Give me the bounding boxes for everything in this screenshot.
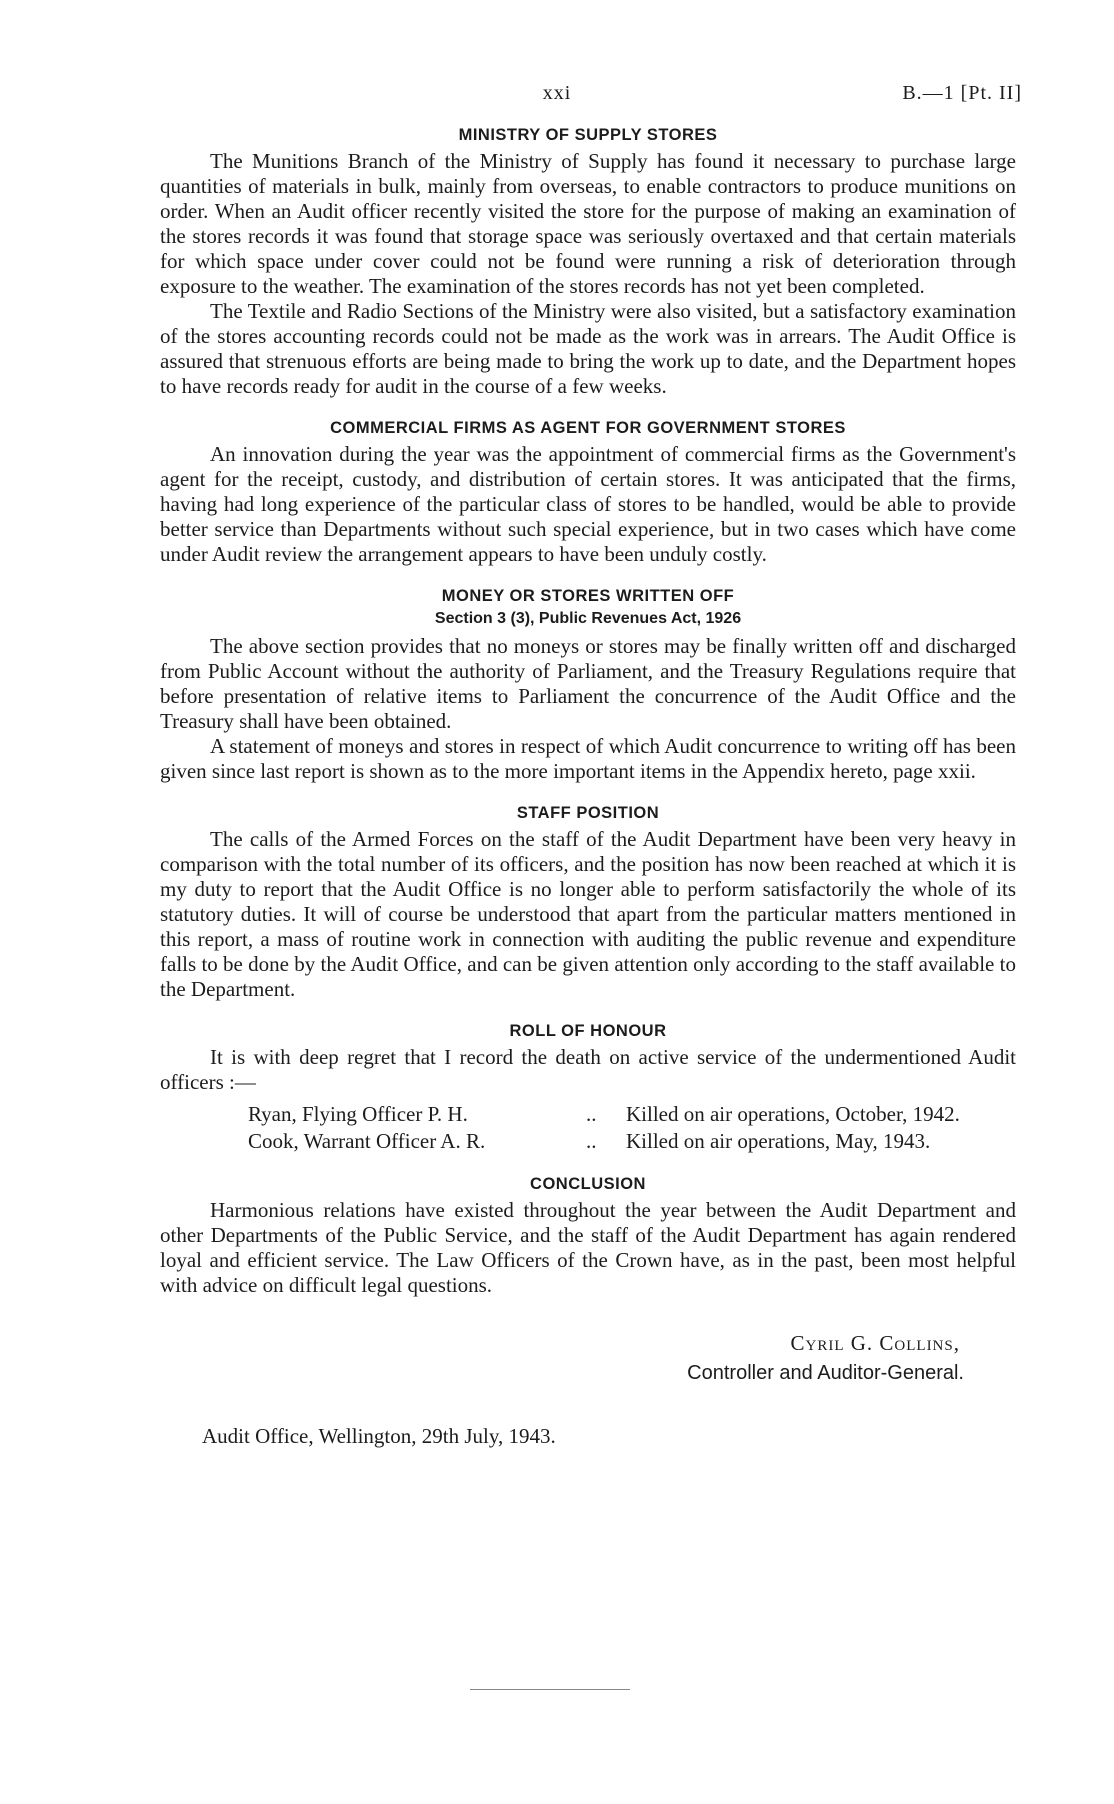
roll-of-honour-list (248, 1101, 1016, 1155)
paragraph: The calls of the Armed Forces on the staff of the Audit Department have been very heavy in comparison with the total number of its officers, and the position has now been reached at which it is my duty to report that the Audit Office is no longer able to perform satisfactorily the whole of its statutory duties. It will of course be understood that apart from the particular matters mentioned in this report, a mass of routine work in connection with auditing the public revenue and expenditure falls to be done by the Audit Office, and can be given attention only according to the staff available to the Department. (160, 827, 1016, 1001)
paragraph: Harmonious relations have existed throughout the year between the Audit Department and other Departments of the Public Service, and the staff of the Audit Department has again rendered loyal and efficient service. The Law Officers of the Crown have, as in the past, been most helpful with advice on difficult legal questions. (160, 1198, 1016, 1297)
leader-dots: .. (586, 1102, 597, 1126)
paragraph: The Textile and Radio Sections of the Ministry were also visited, but a satisfactory examination of the stores accounting records could not be made as the work was in arrears. The Audit Office is assured that strenuous efforts are being made to bring the work up to date, and the Department hopes to have records ready for audit in the course of a few weeks. (160, 299, 1016, 398)
paragraph: It is with deep regret that I record the death on active service of the undermentioned Audit officers :— (160, 1045, 1016, 1094)
leader-dots: .. (586, 1129, 597, 1153)
list-item (248, 1101, 1016, 1128)
document-reference: B.—1 [Pt. II] (902, 82, 1022, 104)
page-number: xxi (542, 82, 572, 104)
section-heading: ROLL OF HONOUR (509, 1022, 667, 1040)
section-heading: MONEY OR STORES WRITTEN OFF (441, 587, 735, 605)
paragraph: The above section provides that no moneys or stores may be finally written off and discharged from Public Account without the authority of Parliament, and the Treasury Regulations require that before presentation of relative items to Parliament the concurrence of the Audit Office and the Treasury shall have been obtained. (160, 634, 1016, 733)
section-heading: CONCLUSION (530, 1175, 646, 1193)
signatory-title: Controller and Auditor-General. (687, 1362, 964, 1384)
section-heading: STAFF POSITION (516, 804, 660, 822)
signatory-name: Cyril G. Collins, (790, 1331, 960, 1355)
divider (470, 1689, 630, 1690)
section-conclusion (160, 1175, 1016, 1298)
section-roll-of-honour (160, 1022, 1016, 1155)
officer-name: Ryan, Flying Officer P. H. (248, 1102, 468, 1126)
officer-detail: Killed on air operations, May, 1943. (626, 1129, 931, 1153)
section-heading: MINISTRY OF SUPPLY STORES (458, 126, 718, 144)
place-and-date: Audit Office, Wellington, 29th July, 1943. (202, 1424, 556, 1448)
paragraph: An innovation during the year was the appointment of commercial firms as the Government's agent for the receipt, custody, and distribution of certain stores. It was anticipated that the firms, having had long experience of the particular class of stores to be handled, would be able to provide better service than Departments without such special experience, but in two cases which have come under Audit review the arrangement appears to have been unduly costly. (160, 442, 1016, 566)
list-item (248, 1128, 1016, 1155)
section-heading: COMMERCIAL FIRMS AS AGENT FOR GOVERNMENT STORES (330, 419, 846, 437)
officer-detail: Killed on air operations, October, 1942. (626, 1102, 960, 1126)
section-ministry-of-supply-stores (160, 126, 1016, 399)
section-subheading: Section 3 (3), Public Revenues Act, 1926 (434, 610, 742, 627)
section-money-or-stores-written-off (160, 587, 1016, 784)
signature-block (160, 1328, 1016, 1388)
paragraph: The Munitions Branch of the Ministry of Supply has found it necessary to purchase large quantities of materials in bulk, mainly from overseas, to enable contractors to produce munitions on order. When an Audit officer recently visited the store for the purpose of making an examination of the stores records it was found that storage space was seriously overtaxed and that certain materials for which space under cover could not be found were running a risk of deterioration through exposure to the weather. The examination of the stores records has not yet been completed. (160, 149, 1016, 298)
officer-name: Cook, Warrant Officer A. R. (248, 1129, 486, 1153)
paragraph: A statement of moneys and stores in respect of which Audit concurrence to writing off has been given since last report is shown as to the more important items in the Appendix hereto, page xxii. (160, 734, 1016, 783)
section-staff-position (160, 804, 1016, 1002)
section-commercial-firms (160, 419, 1016, 567)
document-body (160, 126, 1016, 1449)
